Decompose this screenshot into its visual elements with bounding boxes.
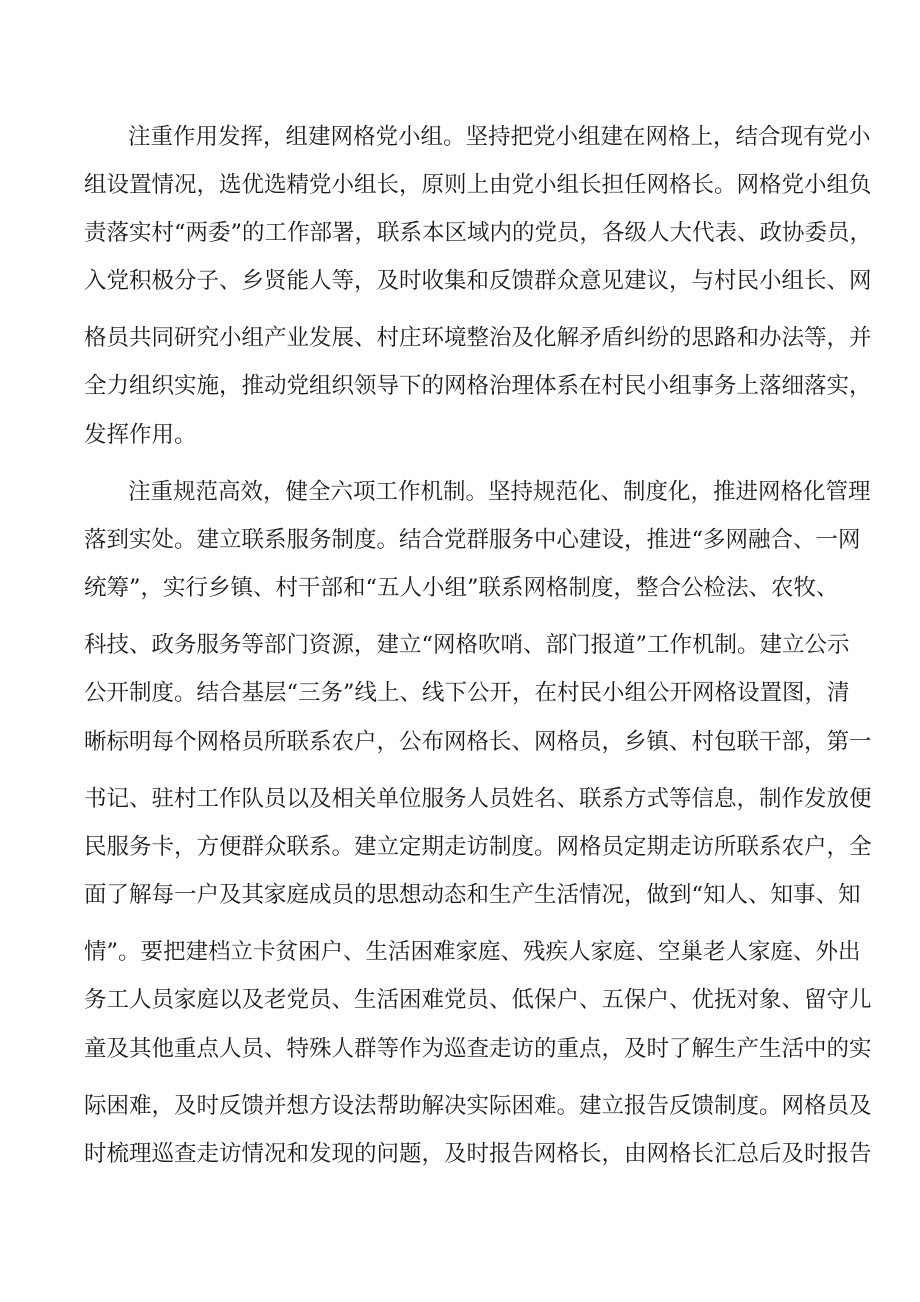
paragraph-line: 落到实处。建立联系服务制度。结合党群服务中心建设，推进“多网融合、一网 [84, 527, 861, 553]
paragraph-line: 注重规范高效，健全六项工作机制。坚持规范化、制度化，推进网格化管理 [128, 479, 871, 505]
paragraph-line: 组设置情况，选优选精党小组长，原则上由党小组长担任网格长。网格党小组负 [84, 172, 872, 198]
paragraph-line: 注重作用发挥，组建网格党小组。坚持把党小组建在网格上，结合现有党小 [128, 124, 871, 150]
paragraph-line: 发挥作用。 [84, 422, 197, 448]
paragraph-line: 务工人员家庭以及老党员、生活困难党员、低保户、五保户、优抚对象、留守儿 [84, 987, 872, 1013]
paragraph-line: 晰标明每个网格员所联系农户，公布网格长、网格员，乡镇、村包联干部，第一 [84, 729, 872, 755]
paragraph-line: 公开制度。结合基层“三务”线上、线下公开，在村民小组公开网格设置图，清 [84, 680, 850, 706]
paragraph-line: 童及其他重点人员、特殊人群等作为巡查走访的重点，及时了解生产生活中的实 [84, 1036, 872, 1062]
paragraph-line: 面了解每一户及其家庭成员的思想动态和生产生活情况，做到“知人、知事、知 [84, 882, 861, 908]
paragraph-line: 际困难，及时反馈并想方设法帮助解决实际困难。建立报告反馈制度。网格员及 [84, 1093, 872, 1119]
paragraph-line: 情”。要把建档立卡贫困户、生活困难家庭、残疾人家庭、空巢老人家庭、外出 [84, 939, 861, 965]
paragraph-line: 科技、政务服务等部门资源，建立“网格吹哨、部门报道”工作机制。建立公示 [84, 632, 850, 658]
paragraph-line: 责落实村“两委”的工作部署，联系本区域内的党员，各级人大代表、政协委员， [84, 220, 873, 246]
paragraph-line: 时梳理巡查走访情况和发现的问题，及时报告网格长，由网格长汇总后及时报告 [84, 1141, 872, 1167]
paragraph-line: 统筹”，实行乡镇、村干部和“五人小组”联系网格制度，整合公检法、农牧、 [84, 575, 839, 601]
paragraph-line: 入党积极分子、乡贤能人等，及时收集和反馈群众意见建议，与村民小组长、网 [84, 268, 872, 294]
paragraph-line: 全力组织实施，推动党组织领导下的网格治理体系在村民小组事务上落细落实， [84, 373, 872, 399]
paragraph-line: 书记、驻村工作队员以及相关单位服务人员姓名、联系方式等信息，制作发放便 [84, 786, 872, 812]
paragraph-line: 格员共同研究小组产业发展、村庄环境整治及化解矛盾纠纷的思路和办法等，并 [84, 325, 872, 351]
paragraph-line: 民服务卡，方便群众联系。建立定期走访制度。网格员定期走访所联系农户，全 [84, 834, 872, 860]
